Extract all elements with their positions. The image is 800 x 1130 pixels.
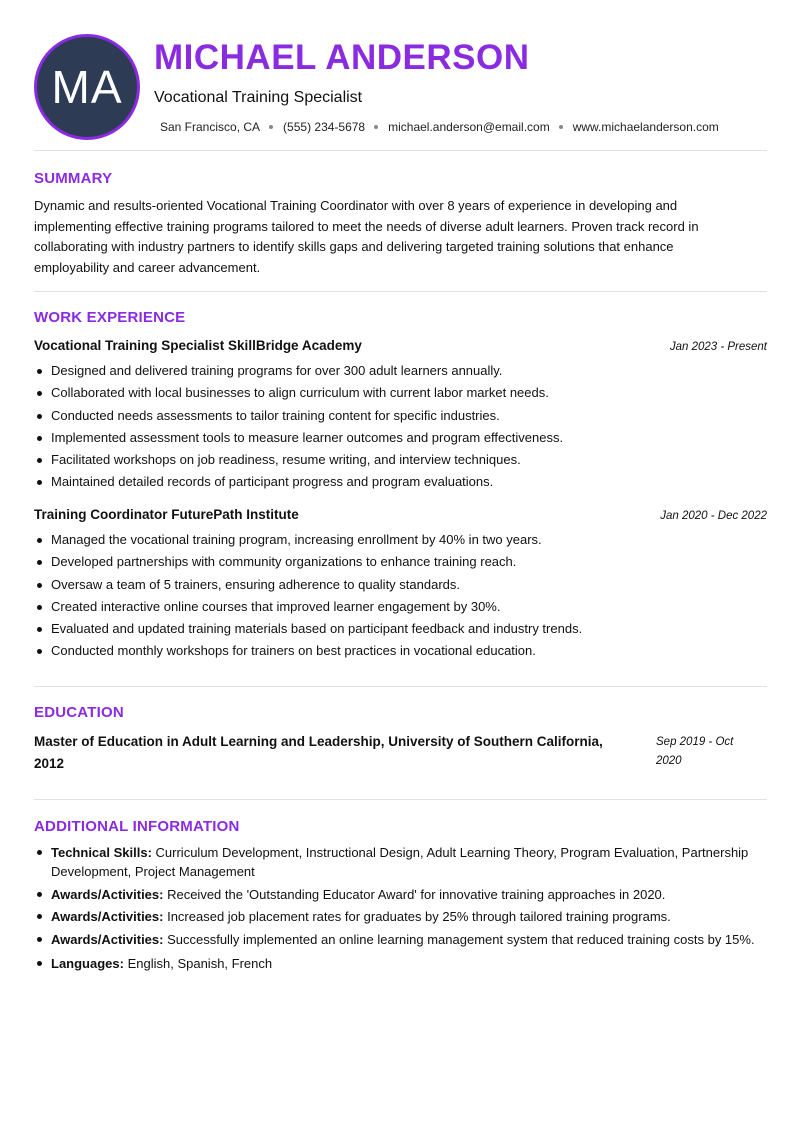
job-bullets (34, 529, 767, 663)
summary-heading: SUMMARY (34, 170, 113, 187)
job-date: Jan 2023 - Present (669, 341, 767, 353)
additional-heading: ADDITIONAL INFORMATION (34, 818, 240, 835)
bullet-item: Conducted needs assessments to tailor training content for specific industries. (34, 405, 767, 427)
info-item (34, 907, 767, 926)
candidate-name: MICHAEL ANDERSON (154, 38, 530, 77)
education-date: Sep 2019 - Oct 2020 (656, 736, 734, 767)
bullet-item: Implemented assessment tools to measure learner outcomes and program effectiveness. (34, 427, 767, 449)
contact-location: San Francisco, CA (160, 120, 261, 134)
job-role: Training Coordinator FuturePath Institute (34, 507, 299, 522)
bullet-item: Collaborated with local businesses to align curriculum with current labor market needs. (34, 382, 767, 404)
separator-dot (559, 125, 563, 129)
info-item (34, 885, 767, 904)
info-label: Languages: (51, 955, 124, 971)
job-bullets (34, 360, 767, 494)
info-label: Technical Skills: (51, 845, 152, 860)
contact-website[interactable]: www.michaelanderson.com (572, 120, 719, 134)
info-text: English, Spanish, French (123, 955, 273, 971)
info-label: Awards/Activities: (51, 886, 164, 902)
info-text: Curriculum Development, Instructional Design, Adult Learning Theory, Program Evaluation, Partnership Development, Project Management (51, 845, 749, 879)
info-label: Awards/Activities: (51, 909, 164, 924)
divider (34, 686, 767, 687)
experience-heading: WORK EXPERIENCE (34, 309, 186, 326)
avatar (34, 34, 140, 140)
education-degree: Master of Education in Adult Learning and Leadership, University of Southern California, 2012 (34, 734, 603, 771)
info-item (34, 954, 767, 973)
divider (34, 291, 767, 292)
contact-row (160, 120, 719, 134)
job-date: Jan 2020 - Dec 2022 (660, 510, 767, 522)
info-text: Successfully implemented an online learning management system that reduced training costs by 15%. (163, 931, 755, 947)
avatar-initials: MA (51, 61, 123, 113)
divider (34, 799, 767, 800)
info-item (34, 930, 767, 949)
bullet-item: Evaluated and updated training materials based on participant feedback and industry trends. (34, 618, 767, 640)
bullet-item: Developed partnerships with community organizations to enhance training reach. (34, 551, 767, 573)
summary-text: Dynamic and results-oriented Vocational Training Coordinator with over 8 years of experience in developing and implementing effective training programs tailored to meet the needs of diverse adult learners. Proven track record in collaborating with industry partners to identify skills gaps and delivering targeted training solutions that enhance employability and career advancement. (34, 198, 699, 275)
divider (34, 150, 767, 151)
bullet-item: Oversaw a team of 5 trainers, ensuring adherence to quality standards. (34, 574, 767, 596)
education-heading: EDUCATION (34, 704, 124, 721)
contact-email[interactable]: michael.anderson@email.com (388, 120, 550, 134)
bullet-item: Created interactive online courses that improved learner engagement by 30%. (34, 596, 767, 618)
candidate-title: Vocational Training Specialist (154, 89, 363, 106)
info-label: Awards/Activities: (51, 931, 164, 947)
bullet-item: Facilitated workshops on job readiness, resume writing, and interview techniques. (34, 449, 767, 471)
job-header (34, 507, 767, 522)
separator-dot (269, 125, 273, 129)
contact-phone: (555) 234-5678 (283, 120, 366, 134)
info-text: Received the 'Outstanding Educator Award' for innovative training approaches in 2020. (163, 886, 666, 902)
bullet-item: Conducted monthly workshops for trainers on best practices in vocational education. (34, 640, 767, 662)
job-role: Vocational Training Specialist SkillBridge Academy (34, 338, 362, 353)
bullet-item: Designed and delivered training programs for over 300 adult learners annually. (34, 360, 767, 382)
additional-list (34, 843, 767, 976)
separator-dot (374, 125, 378, 129)
info-item (34, 843, 767, 881)
bullet-item: Maintained detailed records of participant progress and program evaluations. (34, 471, 767, 493)
info-text: Increased job placement rates for graduates by 25% through tailored training programs. (163, 909, 671, 924)
job-header (34, 338, 767, 353)
bullet-item: Managed the vocational training program, increasing enrollment by 40% in two years. (34, 529, 767, 551)
